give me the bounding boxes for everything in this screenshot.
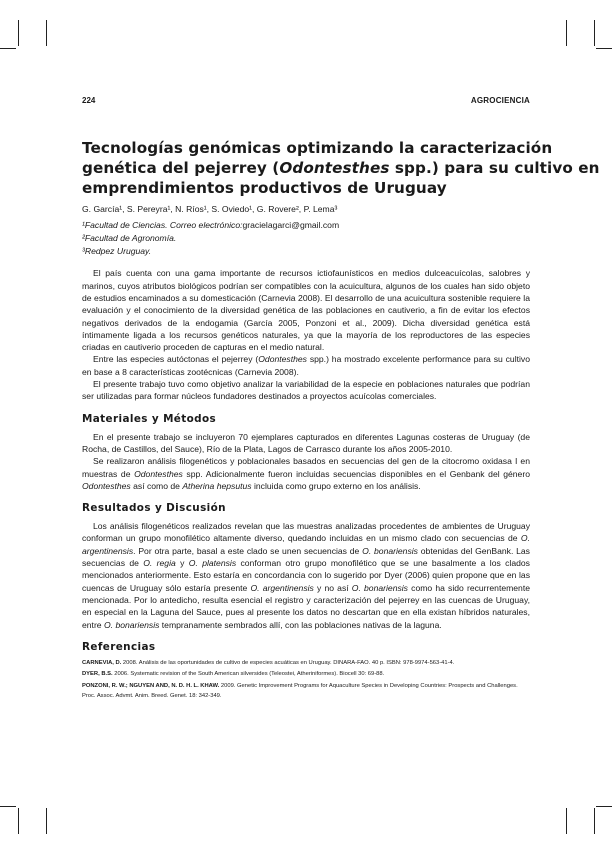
page-number: 224 [82,96,96,105]
intro-paragraph-1: El país cuenta con una gama importante de recursos ictiofaunísticos en medios dulceacuícolas, salobres y marinos, cuyos atributos biológicos podrían ser compatibles con la acuicultura, algunos de los cuales han sido objeto de estudios encaminados a su domesticación (Carnevia 2008). El desarrollo de una acuicultura sostenible requiere la evaluación y el conocimiento de la diversidad genética de las poblaciones en cautiverio, a fin de evitar los efectos negativos derivados de la endogamia (García 2005, Ponzoni et al., 2009). Dicha diversidad genética está íntimamente ligada a los recursos genéticos naturales, ya que la mayoría de los reproductores de las especies criadas en cautiverio proceden de capturas en el medio natural. [82,268,530,353]
article-title [82,138,600,198]
title-line-2: genética del pejerrey (Odontesthes spp.) para su cultivo en [82,159,600,177]
crop-mark [18,20,19,46]
reference-item: CARNEVIA, D. 2008. Análisis de las oportunidades de cultivo de especies acuáticas en Uruguay. DINARA-FAO. 40 p. ISBN: 978-9974-563-41-4. [82,659,455,666]
crop-mark [594,20,595,46]
methods-paragraph-2: Se realizaron análisis filogenéticos y poblacionales basados en secuencias del gen de la citocromo oxidasa I en muestras de Odontesthes spp. Adicionalmente fueron incluidas secuencias disponibles en el Genbank del género Odontesthes así como de Atherina hepsutus incluida como grupo externo en los análisis. [82,456,530,491]
running-header [82,96,530,110]
reference-item: PONZONI, R. W.; NGUYEN AND, N. D. H. L. KHAW. 2009. Genetic Improvement Programs for Aquaculture Species in Developing Countries: Prospects and Challenges. Proc. Assoc. Advmt. Anim. Breed. Genet. 18: 342-349. [82,683,518,699]
section-heading-results: Resultados y Discusión [82,502,226,515]
section-heading-methods: Materiales y Métodos [82,412,217,425]
section-heading-references: Referencias [82,640,156,653]
title-species: Odontesthes [279,159,390,177]
author-list: G. García¹, S. Pereyra¹, N. Ríos¹, S. Oviedo¹, G. Rovere², P. Lema³ [82,204,338,214]
affiliation-1: ¹Facultad de Ciencias. Correo electrónico:gracielagarci@gmail.com [82,220,340,230]
crop-mark [596,806,612,807]
author-email[interactable]: gracielagarci@gmail.com [242,220,340,230]
crop-mark [566,20,567,46]
crop-mark [594,808,595,834]
crop-mark [46,808,47,834]
affiliation-3: ³Redpez Uruguay. [82,245,152,256]
journal-name: AGROCIENCIA [470,96,530,105]
affiliation-2: ²Facultad de Agronomía. [82,232,177,243]
intro-paragraph-3: El presente trabajo tuvo como objetivo analizar la variabilidad de la especie en poblaciones naturales que podrían ser utilizadas para formar núcleos fundadores destinados a proyectos acuícolas comerciales. [82,379,530,402]
title-line-1: Tecnologías genómicas optimizando la caracterización [82,139,553,157]
title-line-3: emprendimientos productivos de Uruguay [82,179,447,197]
reference-list [82,659,530,701]
crop-mark [46,20,47,46]
crop-mark [0,806,16,807]
crop-mark [0,48,16,49]
crop-mark [596,48,612,49]
crop-mark [18,808,19,834]
methods-paragraph-1: En el presente trabajo se incluyeron 70 ejemplares capturados en diferentes Lagunas costeras de Uruguay (de Rocha, de Castillos, del Sauce), Río de la Plata, Lagos de Carrasco durante los años 2005-2010. [82,431,530,454]
results-paragraph-1: Los análisis filogenéticos realizados revelan que las muestras analizadas procedentes de ambientes de Uruguay conforman un grupo monofilético altamente diverso, quedando incluidas en un mismo clado con secuencias de O. argentinensis. Por otra parte, basal a este clado se unen secuencias de O. bonariensis obtenidas del GenBank. Las secuencias de O. regia y O. platensis conforman otro grupo monofilético que se une basalmente a los clados mencionados anteriormente. Esto estaría en concordancia con lo sugerido por Dyer (2006) quien propone que en las cuencas de Uruguay sólo estaría presente O. argentinensis y no así O. bonariensis como ha sido recurrentemente mencionada. Por lo antedicho, resulta esencial el registro y caracterización del pejerrey en las cuencas de Uruguay, en especial en la Laguna del Sauce, pues al presente los datos no descartan que en ella existan híbridos naturales, entre O. bonariensis tempranamente sembrados allí, con las poblaciones nativas de la laguna. [82,521,531,630]
intro-paragraph-2: Entre las especies autóctonas el pejerrey (Odontesthes spp.) ha mostrado excelente performance para su cultivo en base a 8 características zootécnicas (Carnevia 2008). [82,354,530,377]
reference-item: DYER, B.S. 2006. Systematic revision of the South American silversides (Teleostei, Atheriniformes). Biocell 30: 69-88. [82,671,385,678]
crop-mark [566,808,567,834]
page-content [82,96,600,703]
